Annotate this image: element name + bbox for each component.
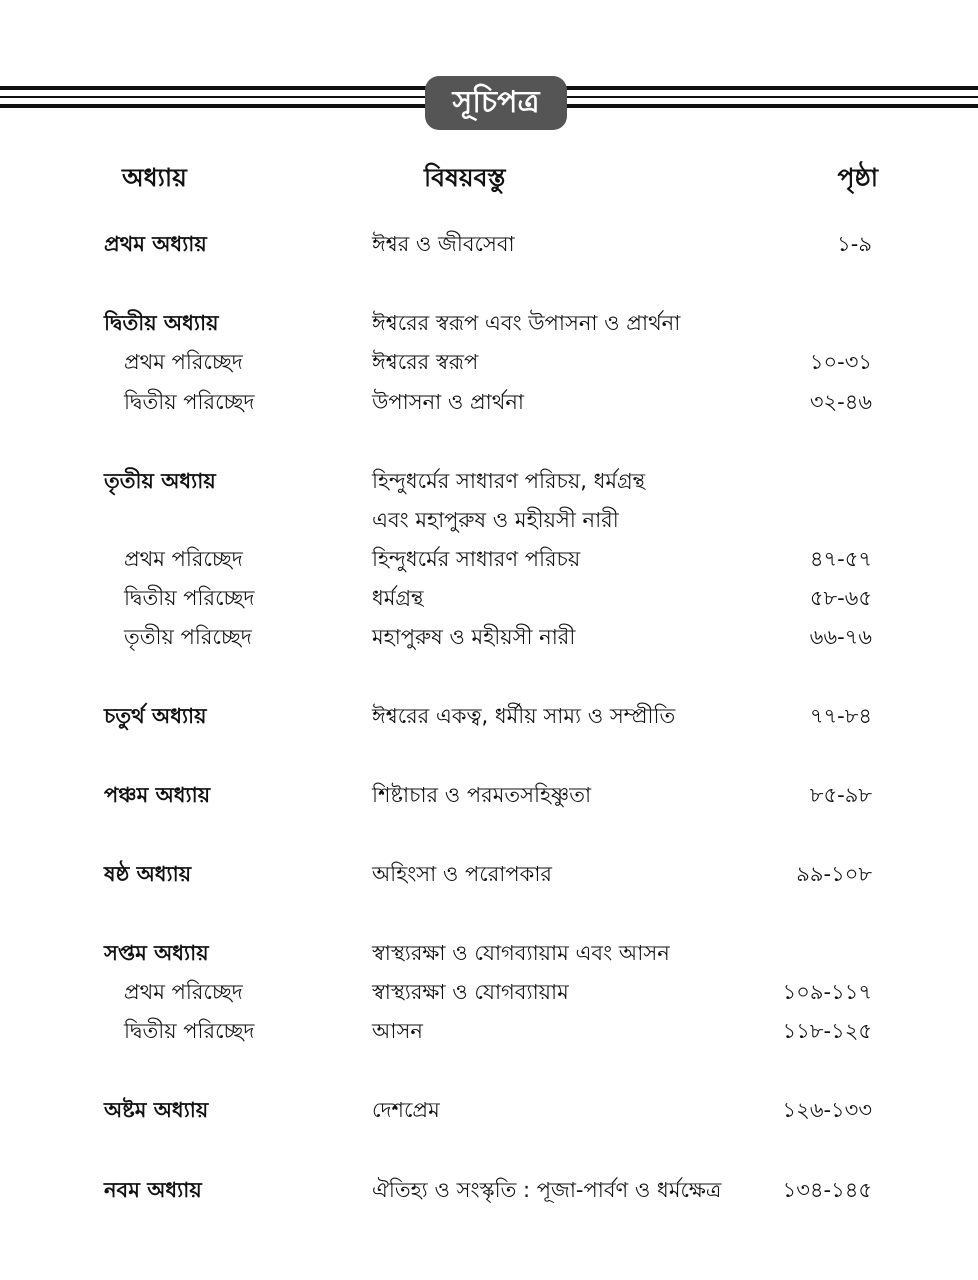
toc-topic: স্বাস্থ্যরক্ষা ও যোগব্যায়াম [372, 980, 569, 1004]
toc-row [0, 779, 978, 815]
column-header-topic: বিষয়বস্তু [424, 163, 506, 192]
toc-page: ৭৭-৮৪ [809, 704, 872, 728]
toc-row [0, 858, 978, 894]
toc-chapter: প্রথম অধ্যায় [104, 232, 207, 256]
page-title: সূচিপত্র [452, 84, 540, 120]
toc-topic: ঈশ্বরের স্বরূপ [372, 350, 479, 374]
toc-row [0, 386, 978, 422]
toc-section: প্রথম পরিচ্ছেদ [124, 350, 243, 374]
toc-page: ১০৯-১১৭ [782, 980, 872, 1004]
toc-chapter: নবম অধ্যায় [104, 1178, 202, 1202]
toc-topic: শিষ্টাচার ও পরমতসহিষ্ণুতা [372, 783, 592, 807]
toc-page: ৫৮-৬৫ [809, 586, 872, 610]
toc-topic: ঐতিহ্য ও সংস্কৃতি : পূজা-পার্বণ ও ধর্মক্ষেত্র [372, 1178, 722, 1202]
toc-row [0, 346, 978, 382]
toc-page: ৬৬-৭৬ [809, 625, 872, 649]
toc-chapter: দ্বিতীয় অধ্যায় [104, 311, 219, 335]
toc-topic: হিন্দুধর্মের সাধারণ পরিচয়, ধর্মগ্রন্থ [372, 469, 646, 493]
toc-topic: ঈশ্বরের একত্ব, ধর্মীয় সাম্য ও সম্প্রীতি [372, 704, 676, 728]
toc-section: দ্বিতীয় পরিচ্ছেদ [124, 1019, 255, 1043]
toc-row [0, 228, 978, 264]
toc-page: ১০-৩১ [809, 350, 872, 374]
toc-row [0, 543, 978, 579]
toc-chapter: পঞ্চম অধ্যায় [104, 783, 211, 807]
toc-topic: আসন [372, 1019, 423, 1043]
toc-row [0, 1094, 978, 1130]
toc-chapter: চতুর্থ অধ্যায় [104, 704, 207, 728]
toc-page: ৩২-৪৬ [809, 390, 872, 414]
toc-row [0, 976, 978, 1012]
toc-chapter: তৃতীয় অধ্যায় [104, 469, 216, 493]
toc-chapter: ষষ্ঠ অধ্যায় [104, 862, 192, 886]
toc-row [0, 700, 978, 736]
toc-topic: ধর্মগ্রন্থ [372, 586, 424, 610]
toc-topic: দেশপ্রেম [372, 1098, 440, 1122]
toc-page: ৮৫-৯৮ [809, 783, 872, 807]
toc-page: ১-৯ [837, 232, 872, 256]
toc-page: ১২৬-১৩৩ [782, 1098, 872, 1122]
toc-row [0, 1174, 978, 1210]
toc-page: ১৩৪-১৪৫ [782, 1178, 872, 1202]
toc-row [0, 307, 978, 343]
toc-section: প্রথম পরিচ্ছেদ [124, 547, 243, 571]
toc-topic: ঈশ্বর ও জীবসেবা [372, 232, 515, 256]
toc-page: ৯৯-১০৮ [796, 862, 872, 886]
toc-row [0, 1015, 978, 1051]
toc-section: দ্বিতীয় পরিচ্ছেদ [124, 586, 255, 610]
toc-row [0, 465, 978, 501]
toc-row [0, 621, 978, 657]
toc-topic: হিন্দুধর্মের সাধারণ পরিচয় [372, 547, 581, 571]
toc-row [0, 582, 978, 618]
toc-section: তৃতীয় পরিচ্ছেদ [124, 625, 252, 649]
toc-topic: অহিংসা ও পরোপকার [372, 862, 552, 886]
toc-page: ৪৭-৫৭ [809, 547, 872, 571]
toc-section: প্রথম পরিচ্ছেদ [124, 980, 243, 1004]
page-title-badge [425, 76, 567, 130]
column-header-chapter: অধ্যায় [122, 163, 187, 192]
toc-chapter: অষ্টম অধ্যায় [104, 1098, 209, 1122]
toc-row [0, 937, 978, 973]
toc-section: দ্বিতীয় পরিচ্ছেদ [124, 390, 255, 414]
toc-row [0, 504, 978, 540]
toc-chapter: সপ্তম অধ্যায় [104, 941, 209, 965]
toc-page: ১১৮-১২৫ [782, 1019, 872, 1043]
column-header-page: পৃষ্ঠা [837, 163, 878, 192]
toc-topic: মহাপুরুষ ও মহীয়সী নারী [372, 625, 576, 649]
toc-topic: ঈশ্বরের স্বরূপ এবং উপাসনা ও প্রার্থনা [372, 311, 681, 335]
toc-topic: উপাসনা ও প্রার্থনা [372, 390, 524, 414]
toc-topic: স্বাস্থ্যরক্ষা ও যোগব্যায়াম এবং আসন [372, 941, 670, 965]
toc-topic-continued: এবং মহাপুরুষ ও মহীয়সী নারী [372, 508, 619, 532]
